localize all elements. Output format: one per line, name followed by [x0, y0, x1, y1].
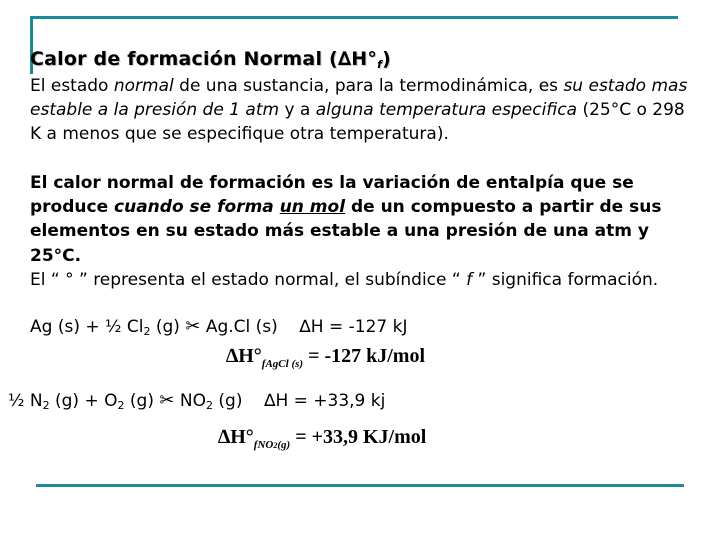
paragraph-normal-state: El estado normal de una sustancia, para la termodinámica, es su estado mas estable a la presión de 1 atm y a alguna temperatura especifica (25°C o 298 K a menos que se especifique otra temperatura). [30, 76, 688, 145]
paragraph-notation: El “ ° ” representa el estado normal, el subíndice “ f ” significa formación. [30, 270, 659, 290]
formula-no2: $\Delta H^\circ_{fNO2(g)} = +33,9$ KJ/mol [218, 426, 427, 451]
equation-agcl: Ag (s) + ½ $Cl_2$ (g) ✂ Ag.Cl (s) ∆H = -127 kJ [30, 316, 408, 338]
slide-title: Calor de formación Normal $(\Delta H^\circ_f)$ [30, 48, 391, 71]
top-border-line [30, 16, 678, 19]
paragraph-formation-definition: El calor normal de formación es la variación de entalpía que se produce cuando se forma un mol de un compuesto a partir de sus elementos en su estado más estable a una presión de una atm y 25°C. [30, 173, 662, 266]
scissors-arrow-icon: ✂ [185, 316, 201, 337]
bottom-border-line [36, 484, 684, 487]
scissors-arrow-icon: ✂ [159, 390, 175, 411]
equation-no2: ½ $N_2$ $(g) + O_2$ (g) ✂ $NO_2$ (g) ∆H = +33,9 kj [8, 390, 386, 412]
formula-agcl: $\Delta H^\circ_{fAgCl (s)} = -127$ kJ/mol [226, 345, 426, 370]
